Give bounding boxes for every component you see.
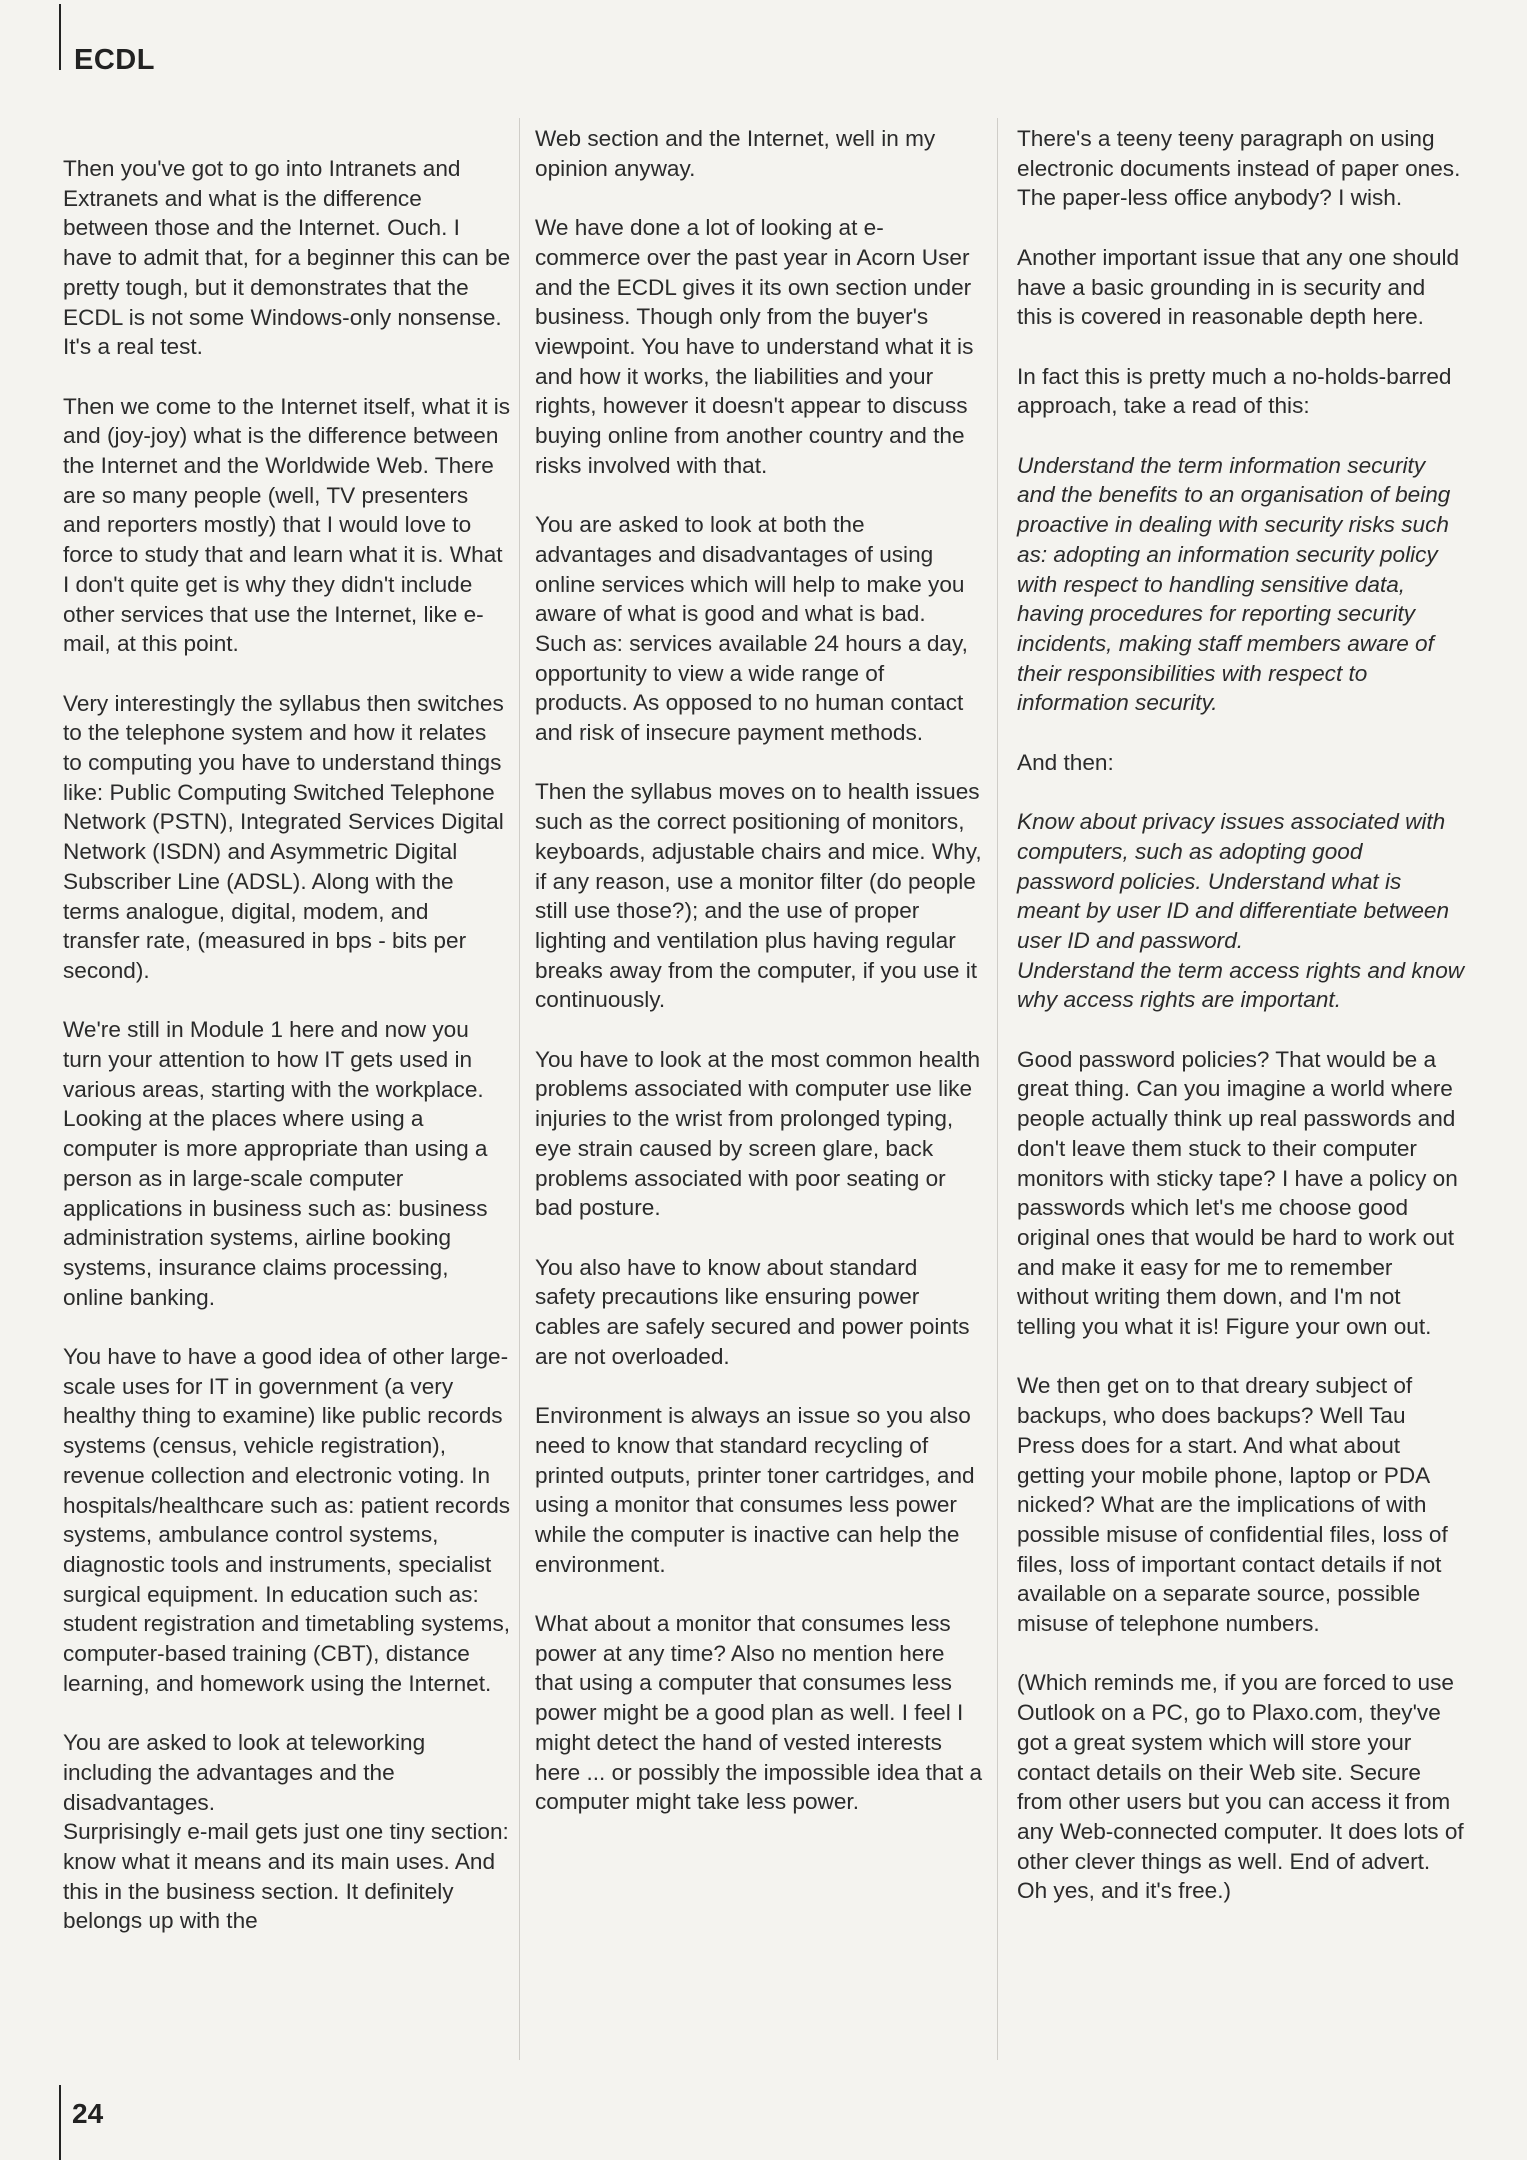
- syllabus-quote: [1017, 807, 1465, 1015]
- paragraph: Very interestingly the syllabus then switches to the telephone system and how it relates to computing you have to understand things like: Public Computing Switched Telephone Network (PSTN), Integrated Services Digital Network (ISDN) and Asymmetric Digital Subscriber Line (ADSL). Along with the terms analogue, digital, modem, and transfer rate, (measured in bps - bits per second).: [63, 690, 504, 983]
- section-title: ECDL: [74, 44, 155, 76]
- paragraph: You are asked to look at teleworking including the advantages and the disadvantages.: [63, 1730, 426, 1815]
- footer-rule: [59, 2085, 61, 2160]
- paragraph: (Which reminds me, if you are forced to use Outlook on a PC, go to Plaxo.com, they've got a great system which will store your contact details on their Web site. Secure from other users but you can access it from any Web-connected computer. It does lots of other clever things as well. End of advert. Oh yes, and it's free.): [1017, 1670, 1464, 1904]
- paragraph: We're still in Module 1 here and now you turn your attention to how IT gets used in various areas, starting with the workplace. Looking at the places where using a computer is more appropriate than using a person as in large-scale computer applications in business such as: business administration systems, airline booking systems, insurance claims processing, online banking.: [63, 1017, 488, 1310]
- quote-text: Know about privacy issues associated with computers, such as adopting good password policies. Understand what is meant by user ID and differentiate between user ID and password.: [1017, 809, 1450, 953]
- paragraph: Then we come to the Internet itself, what it is and (joy-joy) what is the difference between the Internet and the Worldwide Web. There are so many people (well, TV presenters and reporters mostly) that I would love to force to study that and learn what it is. What I don't quite get is why they didn't include other services that use the Internet, like e-mail, at this point.: [63, 393, 511, 657]
- paragraph: We then get on to that dreary subject of backups, who does backups? Well Tau Press does for a start. And what about getting your mobile phone, laptop or PDA nicked? What are the implications of with possible misuse of confidential files, loss of files, loss of important contact details if not available on a separate source, possible misuse of telephone numbers.: [1017, 1373, 1448, 1637]
- paragraph: Then you've got to go into Intranets and Extranets and what is the difference between those and the Internet. Ouch. I have to admit that, for a beginner this can be pretty tough, but it demonstrates that the ECDL is not some Windows-only nonsense. It's a real test.: [63, 156, 511, 360]
- article-column-2: [535, 124, 983, 1817]
- column-divider: [997, 118, 998, 2060]
- paragraph: In fact this is pretty much a no-holds-barred approach, take a read of this:: [1017, 363, 1452, 419]
- page-number: 24: [72, 2098, 104, 2129]
- paragraph: There's a teeny teeny paragraph on using electronic documents instead of paper ones. The paper-less office anybody? I wish.: [1017, 126, 1461, 211]
- paragraph: You have to look at the most common health problems associated with computer use like injuries to the wrist from prolonged typing, eye strain caused by screen glare, back problems associated with poor seating or bad posture.: [535, 1046, 981, 1221]
- syllabus-quote: [1017, 451, 1465, 718]
- paragraph: You also have to know about standard safety precautions like ensuring power cables are safely secured and power points are not overloaded.: [535, 1254, 970, 1369]
- paragraph: Another important issue that any one should have a basic grounding in is security and this is covered in reasonable depth here.: [1017, 244, 1460, 330]
- article-column-1: [63, 154, 511, 1936]
- column-divider: [519, 118, 520, 2060]
- paragraph: Surprisingly e-mail gets just one tiny section: know what it means and its main uses. And this in the business section. It definitely belongs up with the: [63, 1819, 509, 1934]
- quote-text: Understand the term access rights and know why access rights are important.: [1017, 957, 1465, 1013]
- paragraph: Then the syllabus moves on to health issues such as the correct positioning of monitors, keyboards, adjustable chairs and mice. Why, if any reason, use a monitor filter (do people still use those?); and the use of proper lighting and ventilation plus having regular breaks away from the computer, if you use it continuously.: [535, 779, 982, 1013]
- paragraph: We have done a lot of looking at e-commerce over the past year in Acorn User and the ECDL gives it its own section under business. Though only from the buyer's viewpoint. You have to understand what it is and how it works, the liabilities and your rights, however it doesn't appear to discuss buying online from another country and the risks involved with that.: [535, 215, 974, 478]
- paragraph: What about a monitor that consumes less power at any time? Also no mention here that using a computer that consumes less power might be a good plan as well. I feel I might detect the hand of vested interests here ... or possibly the impossible idea that a computer might take less power.: [535, 1611, 983, 1815]
- quote-text: Understand the term information security and the benefits to an organisation of being proactive in dealing with security risks such as: adopting an information security policy with respect to handling sensitive data, having procedures for reporting security incidents, making staff members aware of their responsibilities with respect to information security.: [1017, 452, 1451, 716]
- paragraph: Good password policies? That would be a great thing. Can you imagine a world where people actually think up real passwords and don't leave them stuck to their computer monitors with sticky tape? I have a policy on passwords which let's me choose good original ones that would be hard to work out and make it easy for me to remember without writing them down, and I'm not telling you what it is! Figure your own out.: [1017, 1046, 1458, 1340]
- paragraph: And then:: [1017, 749, 1114, 775]
- paragraph: You are asked to look at both the advantages and disadvantages of using online services which will help to make you aware of what is good and what is bad. Such as: services available 24 hours a day, opportunity to view a wide range of products. As opposed to no human contact and risk of insecure payment methods.: [535, 512, 968, 746]
- paragraph: Web section and the Internet, well in my opinion anyway.: [535, 126, 936, 181]
- header-rule: [59, 4, 61, 70]
- article-column-3: [1017, 124, 1465, 1906]
- paragraph: Environment is always an issue so you also need to know that standard recycling of printed outputs, printer toner cartridges, and using a monitor that consumes less power while the computer is inactive can help the environment.: [535, 1403, 975, 1577]
- paragraph: You have to have a good idea of other large-scale uses for IT in government (a very healthy thing to examine) like public records systems (census, vehicle registration), revenue collection and electronic voting. In hospitals/healthcare such as: patient records systems, ambulance control systems, diagnostic tools and instruments, specialist surgical equipment. In education such as: student registration and timetabling systems, computer-based training (CBT), distance learning, and homework using the Internet.: [63, 1344, 511, 1696]
